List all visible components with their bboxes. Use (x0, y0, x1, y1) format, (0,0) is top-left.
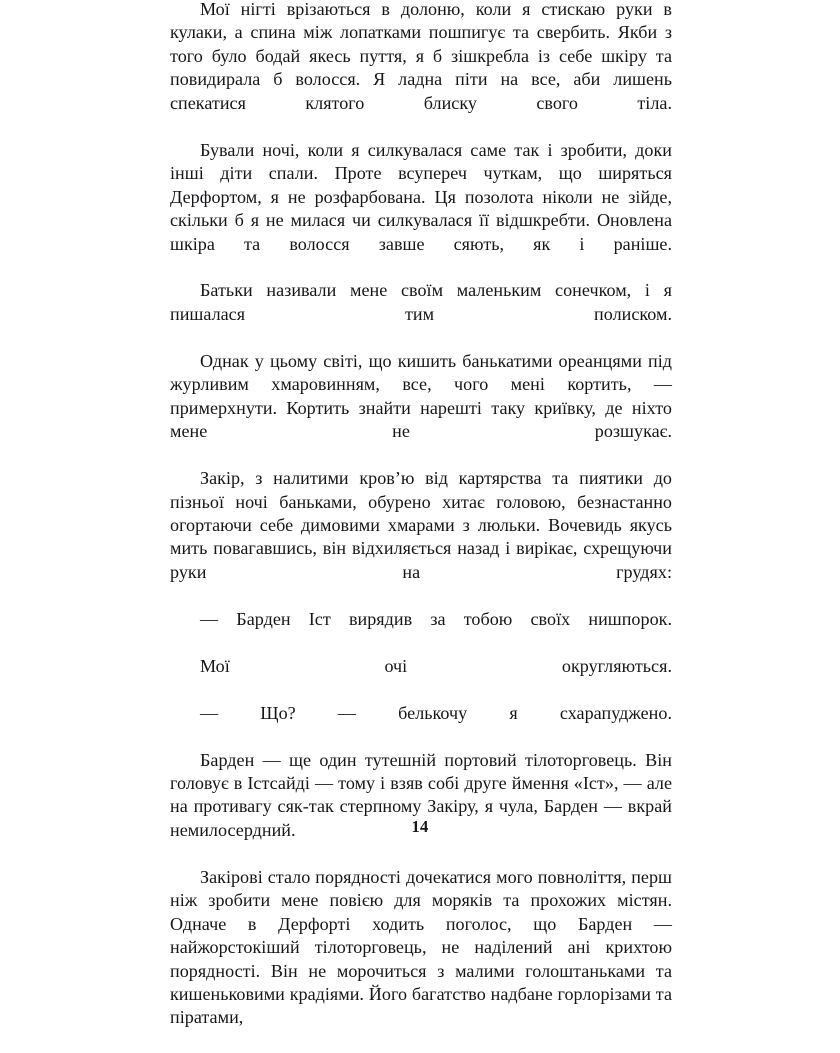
page-text-body (170, 0, 672, 1053)
page-number: 14 (411, 817, 429, 836)
dialogue-line: — Що? — белькочу я схарапуджено. (200, 702, 672, 723)
paragraph: Закір, з налитими кров’ю від картярства та пиятики до пізньої ночі баньками, обурено хитає головою, безнастанно огортаючи себе димовими хмарами з люльки. Вочевидь якусь мить повагавшись, він відхиляється назад і вирікає, схрещуючи руки на грудях: (170, 468, 672, 582)
paragraph: Барден — ще один тутешній портовий тілоторговець. Він головує в Істсайді — тому і взяв собі друге ймення «Іст», — але на противагу сяк-так стерпному Закіру, я чула, Барден — вкрай немилосердний. (170, 749, 672, 840)
narration-line: Мої очі округляються. (200, 655, 672, 676)
paragraph: Батьки називали мене своїм маленьким сонечком, і я пишалася тим полиском. (170, 280, 672, 324)
paragraph: Однак у цьому світі, що кишить банькатими ореанцями під журливим хмаровинням, все, чого мені кортить, — примерхнути. Кортить знайти нарешті таку криївку, де ніхто мене не розшукає. (170, 350, 672, 442)
paragraph: Закірові стало порядності дочекатися мого повноліття, перш ніж зробити мене повією для моряків та прохожих містян. Одначе в Дерфорті ходить поголос, що Барден — найжорстокіший тілоторговець, не наділений ані крихтою порядності. Він не морочиться з малими голоштаньками та кишеньковими крадіями. Його багатство надбане горлорізами та піратами, (170, 866, 672, 1028)
paragraph: Бували ночі, коли я силкувалася саме так і зробити, доки інші діти спали. Проте всупереч чуткам, що ширяться Дерфортом, я не розфарбована. Ця позолота ніколи не зійде, скільки б я не милася чи силкувалася її відшкребти. Оновлена шкіра та волосся завше сяють, як і раніше. (170, 139, 672, 254)
paragraph: Мої нігті врізаються в долоню, коли я стискаю руки в кулаки, а спина між лопатками пошпигує та свербить. Якби з того було бодай якесь пуття, я б зішкребла із себе шкіру та повидирала б волосся. Я ладна піти на все, аби лишень спекатися клятого блиску свого тіла. (170, 0, 672, 113)
dialogue-line: — Барден Іст вирядив за тобою своїх нишпорок. (200, 608, 672, 629)
